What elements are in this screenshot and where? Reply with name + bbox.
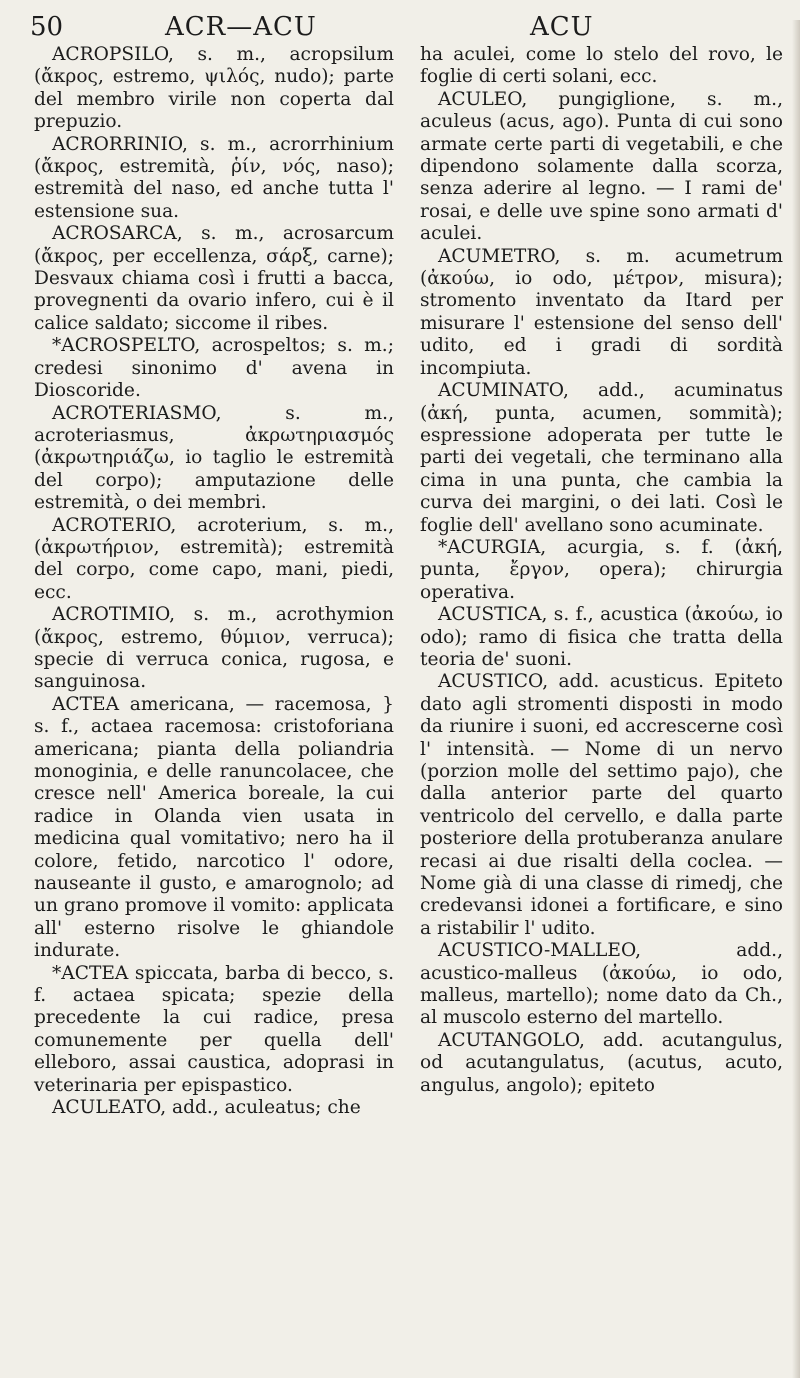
page-number: 50 [30, 12, 64, 42]
entry-acrosarca: ACROSARCA, s. m., acrosarcum (ἄκρος, per eccellenza, σάρξ, carne); Desvaux chiama così i frutti a bacca, provegnenti da ovario infero, cui è il calice saldato; siccome il ribes. [34, 223, 394, 334]
entry-acuminato: ACUMINATO, add., acuminatus (ἀκή, punta, acumen, sommità); espressione adoperata per tutte le parti dei vegetali, che terminano alla cima in una punta, che cambia la curva dei margini, o dei lati. Così le foglie dell' avellano sono acuminate. [420, 380, 783, 536]
page-header [0, 8, 800, 48]
left-column [34, 44, 394, 1120]
entry-aculeato: ACULEATO, add., aculeatus; che [52, 1097, 361, 1119]
entry-acroterio: ACROTERIO, acroterium, s. m., (ἀκρωτήριον, estremità); estremità del corpo, come capo, mani, piedi, ecc. [34, 514, 394, 603]
running-head-left: ACR—ACU [165, 12, 317, 42]
entry-acustico-malleo: ACUSTICO-MALLEO, add., acustico-malleus (ἀκούω, io odo, malleus, martello); nome dato da Ch., al muscolo esterno del martello. [420, 940, 783, 1029]
right-column [420, 44, 783, 1097]
entry-aculeato-continued: ha aculei, come lo stelo del rovo, le foglie di certi solani, ecc. [420, 44, 783, 88]
entry-actea-americana: ACTEA americana, — racemosa, } s. f., actaea racemosa: cristoforiana americana; pianta della poliandria monoginia, e delle ranuncolacee, che cresce nell' America boreale, la cui radice in Olanda vien usata in medicina qual vomitativo; nero ha il colore, fetido, narcotico l' odore, nauseante il gusto, e amarognolo; ad un grano promove il vomito: applicata all' esterno risolve le ghiandole indurate. [34, 693, 394, 962]
entry-acustica: ACUSTICA, s. f., acustica (ἀκούω, io odo); ramo di fisica che tratta della teoria de' suoni. [420, 604, 783, 670]
page-edge-shadow [792, 20, 800, 1378]
entry-acropsilo: ACROPSILO, s. m., acropsilum (ἄκρος, estremo, ψιλός, nudo); parte del membro virile non coperta dal prepuzio. [34, 44, 394, 133]
entry-acroteriasmo: ACROTERIASMO, s. m., acroteriasmus, ἀκρωτηριασμός (ἀκρωτηριάζω, io taglio le estremità del corpo); amputazione delle estremità, o dei membri. [34, 402, 394, 514]
entry-acurgia: *ACURGIA, acurgia, s. f. (ἀκή, punta, ἔργον, opera); chirurgia operativa. [420, 536, 783, 603]
entry-acrotimio: ACROTIMIO, s. m., acrothymion (ἄκρος, estremo, θύμιον, verruca); specie di verruca conica, rugosa, e sanguinosa. [34, 604, 394, 693]
entry-acumetro: ACUMETRO, s. m. acumetrum (ἀκούω, io odo, μέτρον, misura); stromento inventato da Itard per misurare l' estensione del senso dell' udito, ed i gradi di sordità incompiuta. [420, 245, 783, 379]
entry-actea-spiccata: *ACTEA spiccata, barba di becco, s. f. actaea spicata; spezie della precedente la cui radice, presa comunemente per quella dell' elleboro, assai caustica, adoprasi in veterinaria per epispastico. [34, 962, 394, 1096]
entry-acustico: ACUSTICO, add. acusticus. Epiteto dato agli stromenti disposti in modo da riunire i suoni, ed accrescerne così l' intensità. — Nome di un nervo (porzion molle del settimo pajo), che dalla anterior parte del quarto ventricolo del cervello, e dalla parte posteriore della protuberanza anulare recasi ai due risalti della coclea. — Nome già di una classe di rimedj, che credevansi idonei a fortificare, e sino a ristabilir l' udito. [420, 671, 783, 939]
entry-acrorrinio: ACRORRINIO, s. m., acrorrhinium (ἄκρος, estremità, ῥίν, νός, naso); estremità del naso, ed anche tutta l' estensione sua. [34, 133, 394, 222]
entry-acrospelto: *ACROSPELTO, acrospeltos; s. m.; credesi sinonimo d' avena in Dioscoride. [34, 335, 394, 402]
entry-acutangolo: ACUTANGOLO, add. acutangulus, od acutangulatus, (acutus, acuto, angulus, angolo); epiteto [420, 1029, 783, 1096]
entry-aculeo: ACULEO, pungiglione, s. m., aculeus (acus, ago). Punta di cui sono armate certe parti di vegetabili, e che dipendono solamente dalla scorza, senza aderire al legno. — I rami de' rosai, e delle uve spine sono armati d' aculei. [420, 88, 783, 245]
running-head-right: ACU [530, 12, 594, 42]
